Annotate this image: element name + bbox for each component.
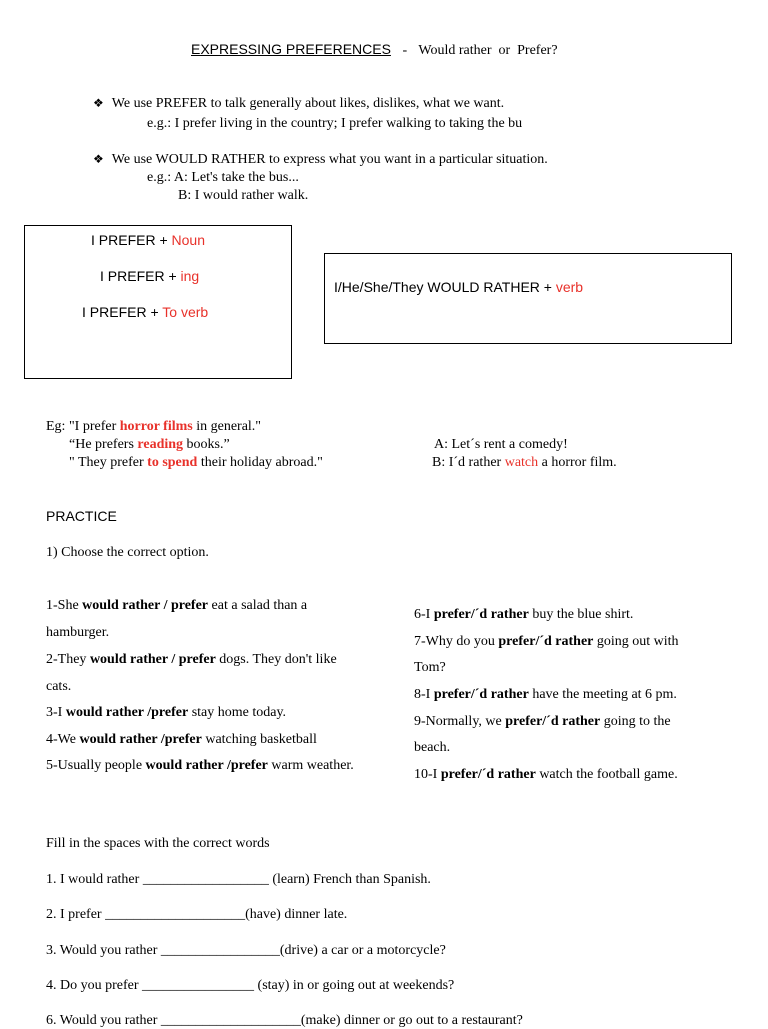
exercise-text: 6-I [414, 607, 434, 622]
example-text: " They prefer [69, 455, 148, 470]
example-line [434, 437, 568, 453]
fill-text: 2. I prefer [46, 907, 106, 922]
fill-text: (drive) a car or a motorcycle? [279, 943, 446, 958]
exercise-text: 5-Usually people [46, 758, 146, 773]
fill-blank: _________________ [160, 943, 280, 958]
structure-highlight: verb [555, 279, 584, 295]
fill-blank: __________________ [142, 872, 269, 887]
practice-instruction: 1) Choose the correct option. [46, 545, 209, 560]
exercise-text: 4-We [46, 732, 80, 747]
exercise-options: prefer/´d rather [505, 714, 601, 729]
rule-would-rather [93, 152, 548, 168]
structure-highlight: To verb [162, 304, 209, 320]
exercise-line [46, 758, 354, 774]
diamond-bullet-icon: ❖ [93, 96, 104, 110]
exercise-line [414, 634, 679, 650]
exercise-options: prefer/´d rather [498, 634, 594, 649]
exercise-text: have the meeting at 6 pm. [528, 687, 677, 702]
exercise-text: 2-They [46, 652, 90, 667]
exercise-text: 3-I [46, 705, 66, 720]
exercise-line [414, 740, 450, 756]
example-highlight: watch [504, 455, 539, 470]
rule-example: B: I would rather walk. [178, 188, 309, 203]
exercise-options: prefer/´d rather [433, 687, 529, 702]
example-text: B: I´d rather [432, 455, 505, 470]
example-text: in general." [192, 419, 262, 434]
fill-text: (stay) in or going out at weekends? [254, 978, 455, 993]
exercise-text: beach. [414, 740, 451, 755]
exercise-line [46, 732, 317, 748]
prefer-ing-line [100, 268, 199, 284]
exercise-text: 8-I [414, 687, 434, 702]
structure-prefix: I/He/She/They WOULD RATHER + [334, 279, 556, 295]
example-highlight: horror films [119, 419, 193, 434]
exercise-options: would rather / prefer [89, 652, 216, 667]
exercise-text: going out with [593, 634, 679, 649]
example-highlight: to spend [147, 455, 198, 470]
page-subtitle: Would rather or Prefer? [418, 43, 558, 58]
exercise-line [414, 714, 671, 730]
exercise-text: hamburger. [46, 625, 110, 640]
exercise-text: 1-She [46, 598, 83, 613]
exercise-text: cats. [46, 679, 72, 694]
example-text: their holiday abroad." [197, 455, 323, 470]
rule-prefer [93, 96, 504, 112]
example-text: Eg: "I prefer [46, 419, 120, 434]
example-text: a horror film. [538, 455, 617, 470]
rule-example: e.g.: A: Let's take the bus... [147, 170, 299, 185]
exercise-text: dogs. They don't like [215, 652, 337, 667]
exercise-text: going to the [600, 714, 671, 729]
structure-prefix: I PREFER + [100, 268, 181, 284]
page-header [191, 41, 558, 59]
exercise-text: watching basketball [201, 732, 317, 747]
fill-instruction: Fill in the spaces with the correct words [46, 836, 270, 851]
page-title: EXPRESSING PREFERENCES [191, 41, 391, 57]
example-text: “He prefers [69, 437, 138, 452]
fill-item [46, 1013, 523, 1029]
fill-blank: ____________________ [160, 1013, 301, 1028]
example-line [432, 455, 617, 471]
exercise-text: buy the blue shirt. [528, 607, 634, 622]
fill-item [46, 978, 454, 994]
would-rather-structure-box [324, 253, 732, 344]
would-rather-line [334, 279, 583, 295]
diamond-bullet-icon: ❖ [93, 152, 104, 166]
exercise-options: would rather /prefer [145, 758, 268, 773]
structure-highlight: ing [180, 268, 200, 284]
rule-text: We use PREFER to talk generally about likes, dislikes, what we want. [111, 96, 505, 111]
example-highlight: reading [137, 437, 184, 452]
exercise-line [414, 687, 677, 703]
exercise-line [46, 679, 71, 695]
fill-item [46, 907, 347, 923]
exercise-text: 9-Normally, we [414, 714, 506, 729]
exercise-options: would rather /prefer [65, 705, 189, 720]
exercise-options: would rather / prefer [82, 598, 209, 613]
example-line [69, 455, 323, 471]
fill-text: (make) dinner or go out to a restaurant? [300, 1013, 523, 1028]
example-text: A: Let´s rent a comedy! [434, 437, 568, 452]
fill-text: 1. I would rather [46, 872, 143, 887]
exercise-text: 10-I [414, 767, 441, 782]
title-separator: - [402, 43, 408, 58]
exercise-options: would rather /prefer [79, 732, 202, 747]
fill-item [46, 943, 446, 959]
fill-text: 3. Would you rather [46, 943, 161, 958]
fill-blank: ____________________ [105, 907, 246, 922]
exercise-text: watch the football game. [535, 767, 678, 782]
exercise-text: 7-Why do you [414, 634, 499, 649]
exercise-line [46, 652, 337, 668]
exercise-text: eat a salad than a [208, 598, 308, 613]
rule-text: We use WOULD RATHER to express what you want in a particular situation. [111, 152, 548, 167]
exercise-line [414, 607, 633, 623]
fill-blank: ________________ [142, 978, 255, 993]
exercise-text: stay home today. [188, 705, 287, 720]
structure-prefix: I PREFER + [82, 304, 163, 320]
exercise-options: prefer/´d rather [433, 607, 529, 622]
example-line [69, 437, 230, 453]
prefer-structure-box [24, 225, 292, 379]
rule-example: e.g.: I prefer living in the country; I prefer walking to taking the bu [147, 116, 523, 131]
prefer-to-verb-line [82, 304, 208, 320]
example-line [46, 419, 261, 435]
structure-highlight: Noun [171, 232, 205, 248]
exercise-line [414, 660, 446, 676]
fill-text: (have) dinner late. [245, 907, 348, 922]
exercise-text: Tom? [414, 660, 446, 675]
exercise-options: prefer/´d rather [440, 767, 536, 782]
exercise-line [46, 598, 307, 614]
structure-prefix: I PREFER + [91, 232, 172, 248]
exercise-line [414, 767, 678, 783]
fill-text: 4. Do you prefer [46, 978, 143, 993]
fill-text: (learn) French than Spanish. [268, 872, 431, 887]
exercise-line [46, 625, 109, 641]
exercise-text: warm weather. [267, 758, 354, 773]
prefer-noun-line [91, 232, 205, 248]
fill-text: 6. Would you rather [46, 1013, 161, 1028]
practice-heading: PRACTICE [46, 508, 117, 524]
fill-item [46, 872, 431, 888]
exercise-line [46, 705, 286, 721]
example-text: books.” [183, 437, 230, 452]
